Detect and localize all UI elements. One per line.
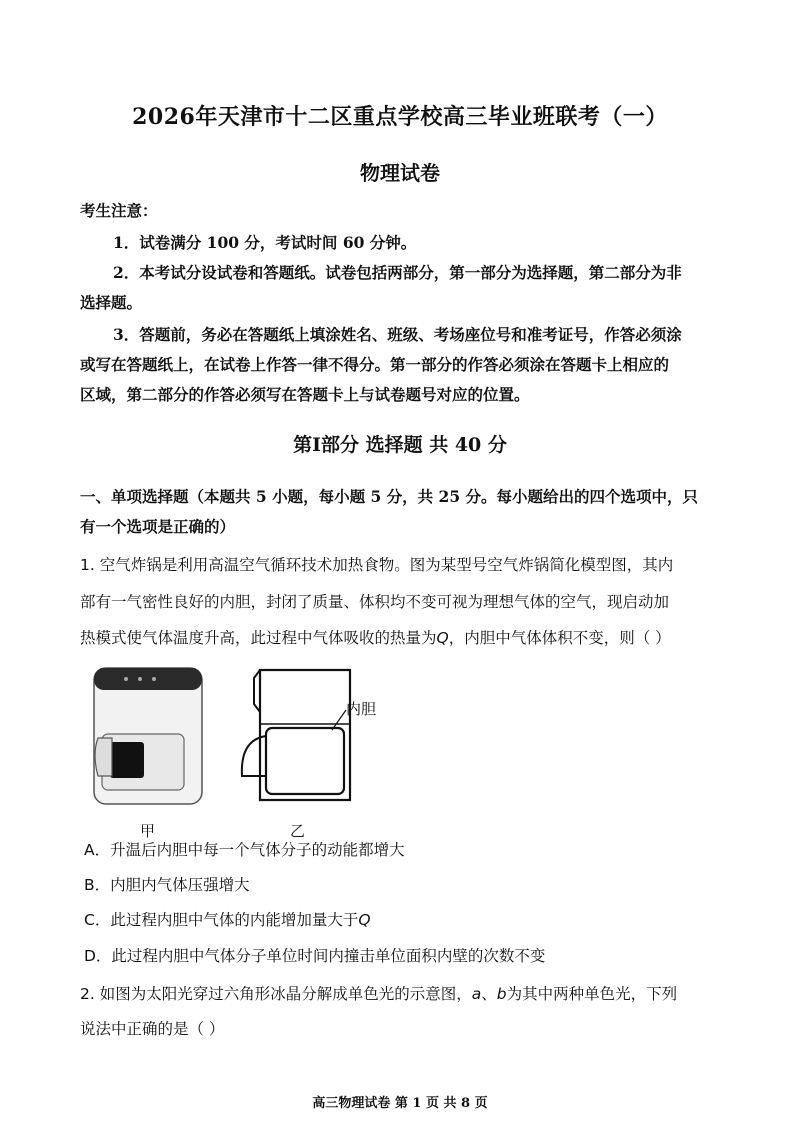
notice-item-3-line-3: 区域，第二部分的作答必须写在答题卡上与试卷题号对应的位置。: [80, 385, 530, 404]
notice-item-2-line-1: 2．本考试分设试卷和答题纸。试卷包括两部分，第一部分为选择题，第二部分为非: [113, 263, 682, 282]
part-heading-line-2: 有一个选项是正确的）: [80, 517, 236, 536]
q1-line-1: 1. 空气炸锅是利用高温空气循环技术加热食物。图为某型号空气炸锅简化模型图，其内: [80, 556, 674, 574]
air-fryer-photo: [88, 664, 214, 812]
notice-item-1: 1．试卷满分 100 分，考试时间 60 分钟。: [113, 233, 417, 252]
q2-line-1: [80, 984, 677, 1004]
figure-caption-left: 甲: [140, 822, 156, 840]
notice-heading: 考生注意：: [80, 201, 158, 220]
q1-option-c-var: Q: [358, 911, 371, 929]
notice-item-3-line-1: 3．答题前，务必在答题纸上填涂姓名、班级、考场座位号和准考证号，作答必须涂: [113, 325, 682, 344]
part-heading-line-1: 一、单项选择题（本题共 5 小题，每小题 5 分，共 25 分。每小题给出的四个选项中，只: [80, 487, 699, 506]
q1-line-3-text-b: ，内胆中气体体积不变，则（ ）: [448, 629, 671, 647]
q1-var-q: Q: [436, 629, 449, 647]
q2-line-2: 说法中正确的是（ ）: [80, 1020, 225, 1038]
inner-pot-label: 内胆: [346, 700, 377, 718]
exam-title: 2026年天津市十二区重点学校高三毕业班联考（一）: [132, 104, 668, 130]
notice-item-2-line-2: 选择题。: [80, 293, 143, 312]
section-title: 第Ⅰ部分 选择题 共 40 分: [293, 434, 507, 456]
page-footer: 高三物理试卷 第 1 页 共 8 页: [312, 1096, 488, 1111]
q2-var-a: a: [471, 985, 482, 1003]
q1-option-b: B．内胆内气体压强增大: [84, 876, 250, 894]
q1-option-a: A．升温后内胆中每一个气体分子的动能都增大: [84, 841, 405, 859]
q1-option-c-text: C．此过程内胆中气体的内能增加量大于: [84, 911, 359, 929]
q1-option-c: [84, 910, 371, 930]
notice-item-3-line-2: 或写在答题纸上，在试卷上作答一律不得分。第一部分的作答必须涂在答题卡上相应的: [80, 355, 670, 374]
q2-line-1-text-a: 2. 如图为太阳光穿过六角形冰晶分解成单色光的示意图，: [80, 985, 472, 1003]
figure-caption-right: 乙: [290, 822, 306, 840]
air-fryer-schematic: [232, 664, 360, 812]
q1-line-3: [80, 628, 671, 648]
q1-option-d: D．此过程内胆中气体分子单位时间内撞击单位面积内壁的次数不变: [84, 947, 546, 965]
q2-var-b: b: [496, 985, 507, 1003]
q1-line-3-text-a: 热模式使气体温度升高，此过程中气体吸收的热量为: [80, 629, 437, 647]
q2-line-1-text-b: 为其中两种单色光，下列: [506, 985, 678, 1003]
q1-line-2: 部有一气密性良好的内胆，封闭了质量、体积均不变可视为理想气体的空气，现启动加: [80, 593, 670, 611]
exam-subtitle: 物理试卷: [360, 161, 440, 185]
q2-separator: 、: [481, 985, 497, 1003]
